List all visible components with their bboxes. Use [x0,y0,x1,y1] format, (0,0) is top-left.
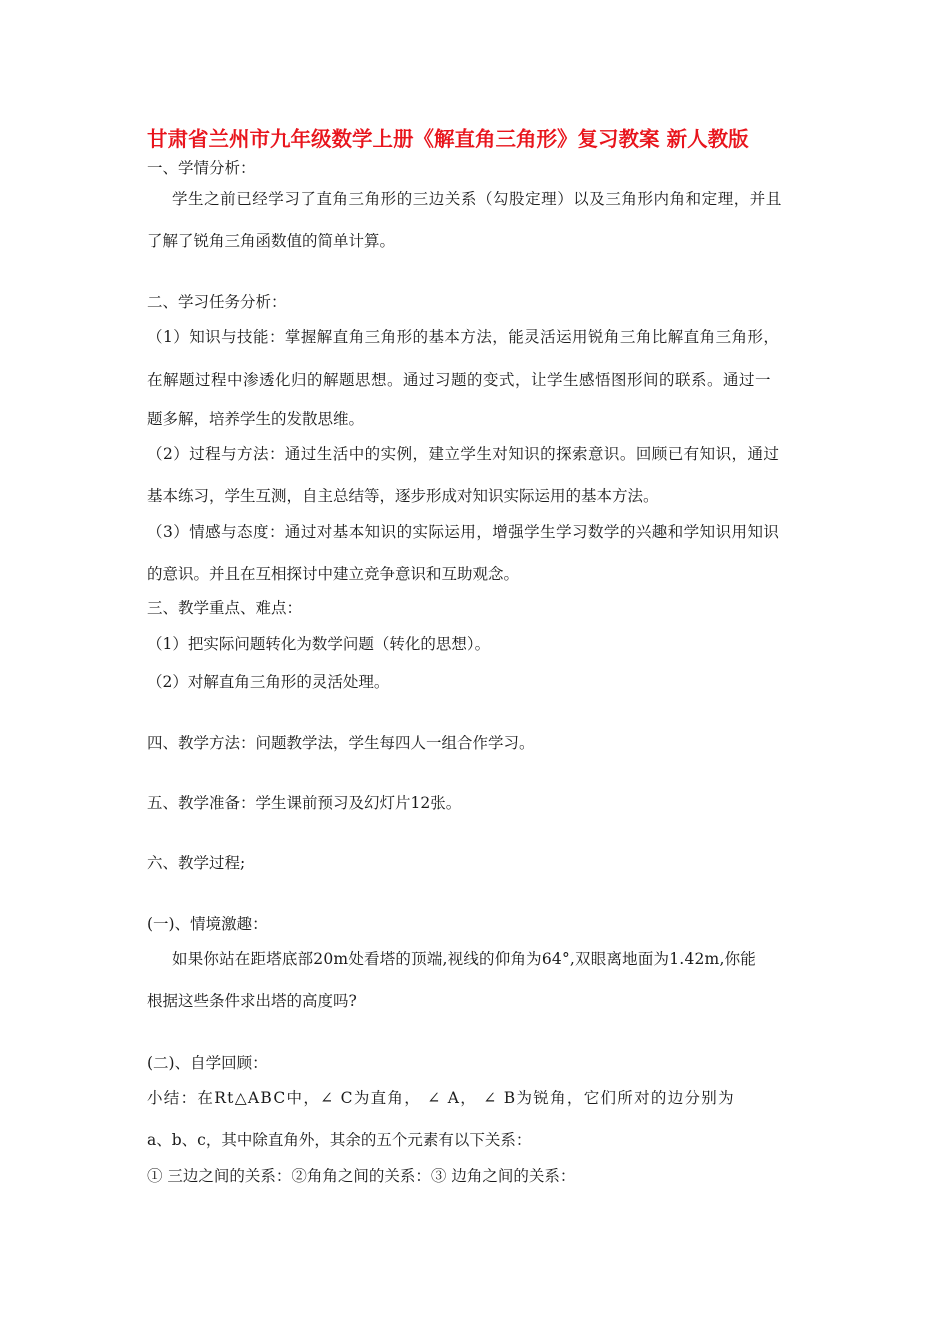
paragraph-line: 在解题过程中渗透化归的解题思想。通过习题的变式，让学生感悟图形间的联系。通过一 [147,371,772,389]
subheading-self-review: (二)、自学回顾： [147,1054,268,1072]
heading-teaching-process: 六、教学过程; [147,854,246,872]
paragraph-line: （1）把实际问题转化为数学问题（转化的思想）。 [147,635,491,653]
paragraph-line: （2）过程与方法：通过生活中的实例，建立学生对知识的探索意识。回顾已有知识，通过 [147,445,780,463]
paragraph-line: （2）对解直角三角形的灵活处理。 [147,673,390,691]
paragraph-line: ① 三边之间的关系：②角角之间的关系：③ 边角之间的关系： [147,1167,576,1185]
paragraph-line: a、b、c，其中除直角外，其余的五个元素有以下关系： [147,1131,532,1149]
paragraph-line: 题多解，培养学生的发散思维。 [147,410,365,428]
paragraph-line: 如果你站在距塔底部20m处看塔的顶端,视线的仰角为64°,双眼离地面为1.42m,你能 [172,950,756,968]
paragraph-line: 的意识。并且在互相探讨中建立竞争意识和互助观念。 [147,565,520,583]
document-title: 甘肃省兰州市九年级数学上册《解直角三角形》复习教案 新人教版 [147,127,749,151]
paragraph-line: 基本练习，学生互测，自主总结等，逐步形成对知识实际运用的基本方法。 [147,487,659,505]
heading-task-analysis: 二、学习任务分析： [147,293,287,311]
heading-key-points: 三、教学重点、难点： [147,599,303,617]
heading-teaching-preparation: 五、教学准备：学生课前预习及幻灯片12张。 [147,794,462,812]
heading-learning-analysis: 一、学情分析： [147,159,256,177]
paragraph-line: 了解了锐角三角函数值的简单计算。 [147,232,396,250]
subheading-scenario: (一)、情境激趣： [147,915,268,933]
paragraph-line: （1）知识与技能：掌握解直角三角形的基本方法，能灵活运用锐角三角比解直角三角形， [147,328,780,346]
paragraph-line: 根据这些条件求出塔的高度吗? [147,992,357,1010]
paragraph-line: （3）情感与态度：通过对基本知识的实际运用，增强学生学习数学的兴趣和学知识用知识 [147,523,780,541]
paragraph-line: 学生之前已经学习了直角三角形的三边关系（勾股定理）以及三角形内角和定理，并且 [172,190,782,208]
heading-teaching-method: 四、教学方法：问题教学法，学生每四人一组合作学习。 [147,734,535,752]
paragraph-line: 小结：在Rt△ABC中，∠ C为直角， ∠ A， ∠ B为锐角，它们所对的边分别为 [147,1089,735,1107]
